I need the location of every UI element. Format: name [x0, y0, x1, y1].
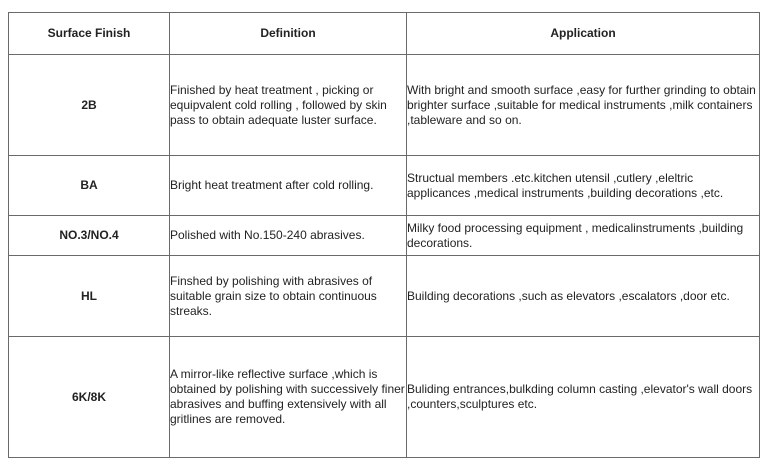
- definition-cell: [170, 55, 407, 156]
- application-line: decorations.: [407, 235, 473, 250]
- application-line: Building decorations ,such as elevators ,escalators ,door etc.: [407, 288, 730, 303]
- definition-line: obtained by polishing with successively finer: [170, 382, 405, 396]
- application-cell: [407, 216, 760, 256]
- surface-finish-table: [8, 12, 760, 458]
- application-line: ,tableware and so on.: [407, 112, 522, 127]
- application-line: Buliding entrances,bulkding column casting ,elevator's wall doors: [407, 382, 753, 396]
- definition-line: A mirror-like reflective surface ,which is: [170, 367, 378, 381]
- definition-line: gritlines are removed.: [170, 412, 286, 426]
- table-row: [9, 216, 760, 256]
- header-application: Application: [407, 13, 760, 55]
- header-row: [9, 13, 760, 55]
- header-definition: Definition: [170, 13, 407, 55]
- definition-cell: [170, 256, 407, 337]
- application-line: applicances ,medical instruments ,building decorations ,etc.: [407, 185, 724, 200]
- finish-cell: 6K/8K: [9, 337, 170, 458]
- definition-cell: [170, 216, 407, 256]
- definition-line: Finished by heat treatment , picking or: [170, 82, 374, 97]
- definition-cell: [170, 156, 407, 216]
- definition-line: pass to obtain adequate luster surface.: [170, 112, 377, 127]
- application-line: ,counters,sculptures etc.: [407, 397, 538, 411]
- finish-cell: NO.3/NO.4: [9, 216, 170, 256]
- definition-cell: [170, 337, 407, 458]
- application-line: Structual members .etc.kitchen utensil ,cutlery ,eleltric: [407, 170, 694, 185]
- application-line: brighter surface ,suitable for medical instruments ,milk containers: [407, 97, 753, 112]
- table-row: [9, 156, 760, 216]
- definition-line: suitable grain size to obtain continuous: [170, 288, 377, 303]
- application-cell: [407, 156, 760, 216]
- application-line: With bright and smooth surface ,easy for further grinding to obtain: [407, 82, 756, 97]
- table-row: [9, 337, 760, 458]
- finish-cell: 2B: [9, 55, 170, 156]
- table-row: [9, 256, 760, 337]
- application-line: Milky food processing equipment , medicalinstruments ,building: [407, 220, 744, 235]
- application-cell: [407, 256, 760, 337]
- finish-cell: BA: [9, 156, 170, 216]
- application-cell: [407, 337, 760, 458]
- table-row: [9, 55, 760, 156]
- definition-line: streaks.: [170, 303, 213, 318]
- definition-line: Finshed by polishing with abrasives of: [170, 273, 373, 288]
- application-cell: [407, 55, 760, 156]
- definition-line: equipvalent cold rolling , followed by skin: [170, 97, 387, 112]
- header-surface-finish: Surface Finish: [9, 13, 170, 55]
- definition-line: abrasives and buffing extensively with all: [170, 397, 387, 411]
- finish-cell: HL: [9, 256, 170, 337]
- definition-line: Polished with No.150-240 abrasives.: [170, 228, 365, 242]
- definition-line: Bright heat treatment after cold rolling.: [170, 178, 374, 192]
